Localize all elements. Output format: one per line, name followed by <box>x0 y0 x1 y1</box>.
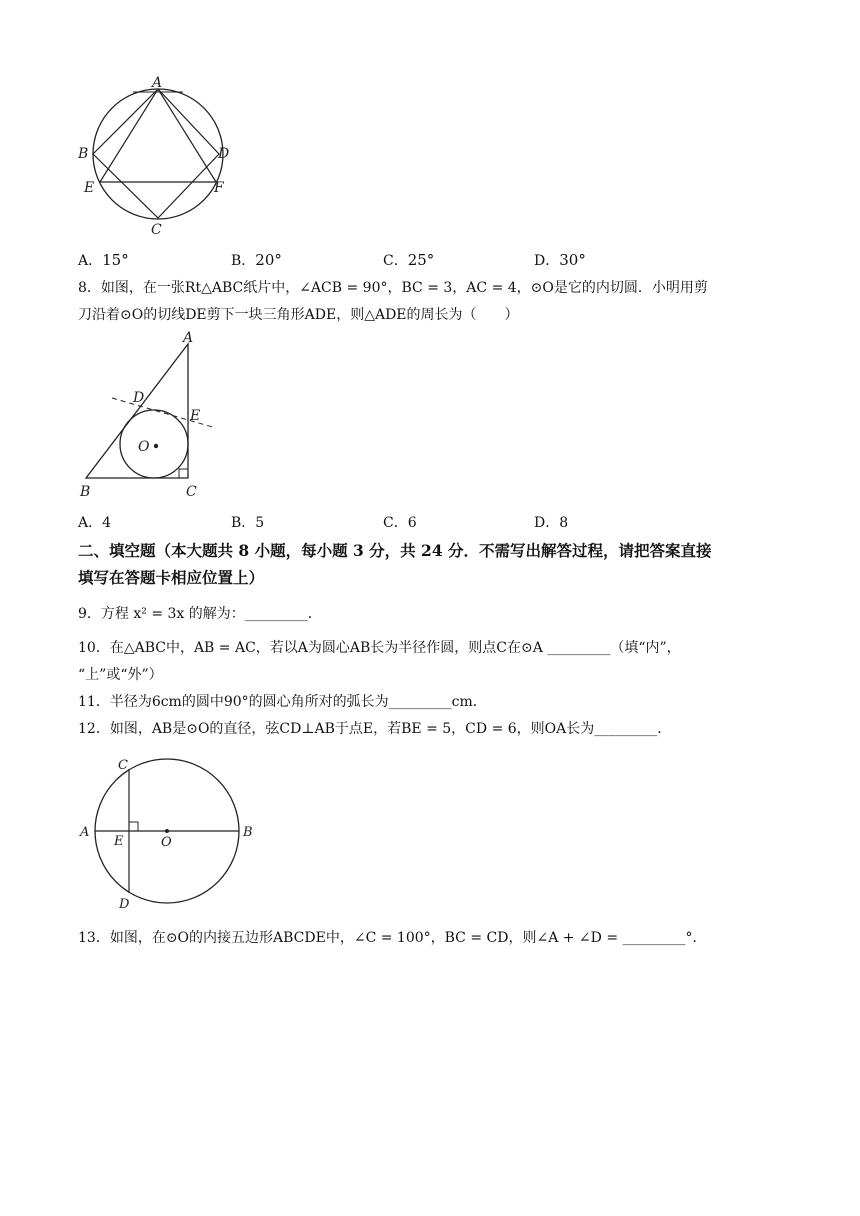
section-header-line-2: 填写在答题卡相应位置上） <box>78 568 265 587</box>
figure-circle-chord <box>78 752 263 917</box>
label-c: C <box>186 484 197 500</box>
label-a: A <box>183 330 194 346</box>
label-d: D <box>218 146 230 162</box>
q8-line-2: 刀沿着⊙O的切线DE剪下一块三角形ADE，则△ADE的周长为（ ） <box>78 307 519 323</box>
incircle <box>120 410 188 478</box>
q12-text: 12．如图，AB是⊙O的直径，弦CD⊥AB于点E，若BE = 5，CD = 6，则OA长为_________． <box>78 721 672 737</box>
label-b: B <box>243 825 253 840</box>
q11-text: 11．半径为6cm的圆中90°的圆心角所对的弧长为_________cm． <box>78 694 487 710</box>
q8-line-1: 8．如图，在一张Rt△ABC纸片中，∠ACB = 90°，BC = 3，AC = 4，⊙O是它的内切圆．小明用剪 <box>78 280 708 296</box>
label-d: D <box>133 390 145 406</box>
q7-option-b: B．20° <box>231 251 282 269</box>
label-c: C <box>118 758 128 773</box>
center-dot <box>154 444 158 448</box>
q7-option-d: D．30° <box>534 251 586 269</box>
q8-option-c: C．6 <box>383 515 417 531</box>
q10-line-1: 10．在△ABC中，AB = AC，若以A为圆心AB长为半径作圆，则点C在⊙A _________（填“内”， <box>78 640 681 656</box>
label-a: A <box>152 75 163 91</box>
center-dot <box>165 829 169 833</box>
label-o: O <box>138 439 150 455</box>
segment-ae <box>100 89 158 182</box>
right-angle-mark <box>179 469 188 478</box>
q9-text: 9．方程 x² = 3x 的解为：_________． <box>78 606 322 622</box>
figure-triangle-incircle <box>78 330 228 502</box>
label-b: B <box>80 484 91 500</box>
segment-af <box>158 89 216 182</box>
q8-option-a: A．4 <box>78 515 112 531</box>
label-o: O <box>161 835 172 850</box>
q8-option-d: D．8 <box>534 515 569 531</box>
figure-circle-inscribed <box>78 72 238 242</box>
label-e: E <box>84 180 95 196</box>
label-b: B <box>78 146 89 162</box>
circle-outline <box>93 89 223 219</box>
label-d: D <box>119 897 130 912</box>
q7-option-c: C．25° <box>383 251 435 269</box>
q10-line-2: “上”或“外”） <box>78 667 163 683</box>
q13-text: 13．如图，在⊙O的内接五边形ABCDE中，∠C = 100°，BC = CD，则∠A + ∠D = _________°． <box>78 930 707 946</box>
q7-option-a: A．15° <box>78 251 129 269</box>
right-angle-mark <box>129 822 138 831</box>
label-e: E <box>114 834 124 849</box>
q8-option-b: B．5 <box>231 515 265 531</box>
label-a: A <box>80 825 90 840</box>
section-header-line-1: 二、填空题（本大题共 8 小题，每小题 3 分，共 24 分．不需写出解答过程，请把答案直接 <box>78 541 712 560</box>
label-f: F <box>214 180 224 196</box>
label-e: E <box>190 408 201 424</box>
label-c: C <box>151 222 162 238</box>
triangle-abc <box>86 344 188 478</box>
